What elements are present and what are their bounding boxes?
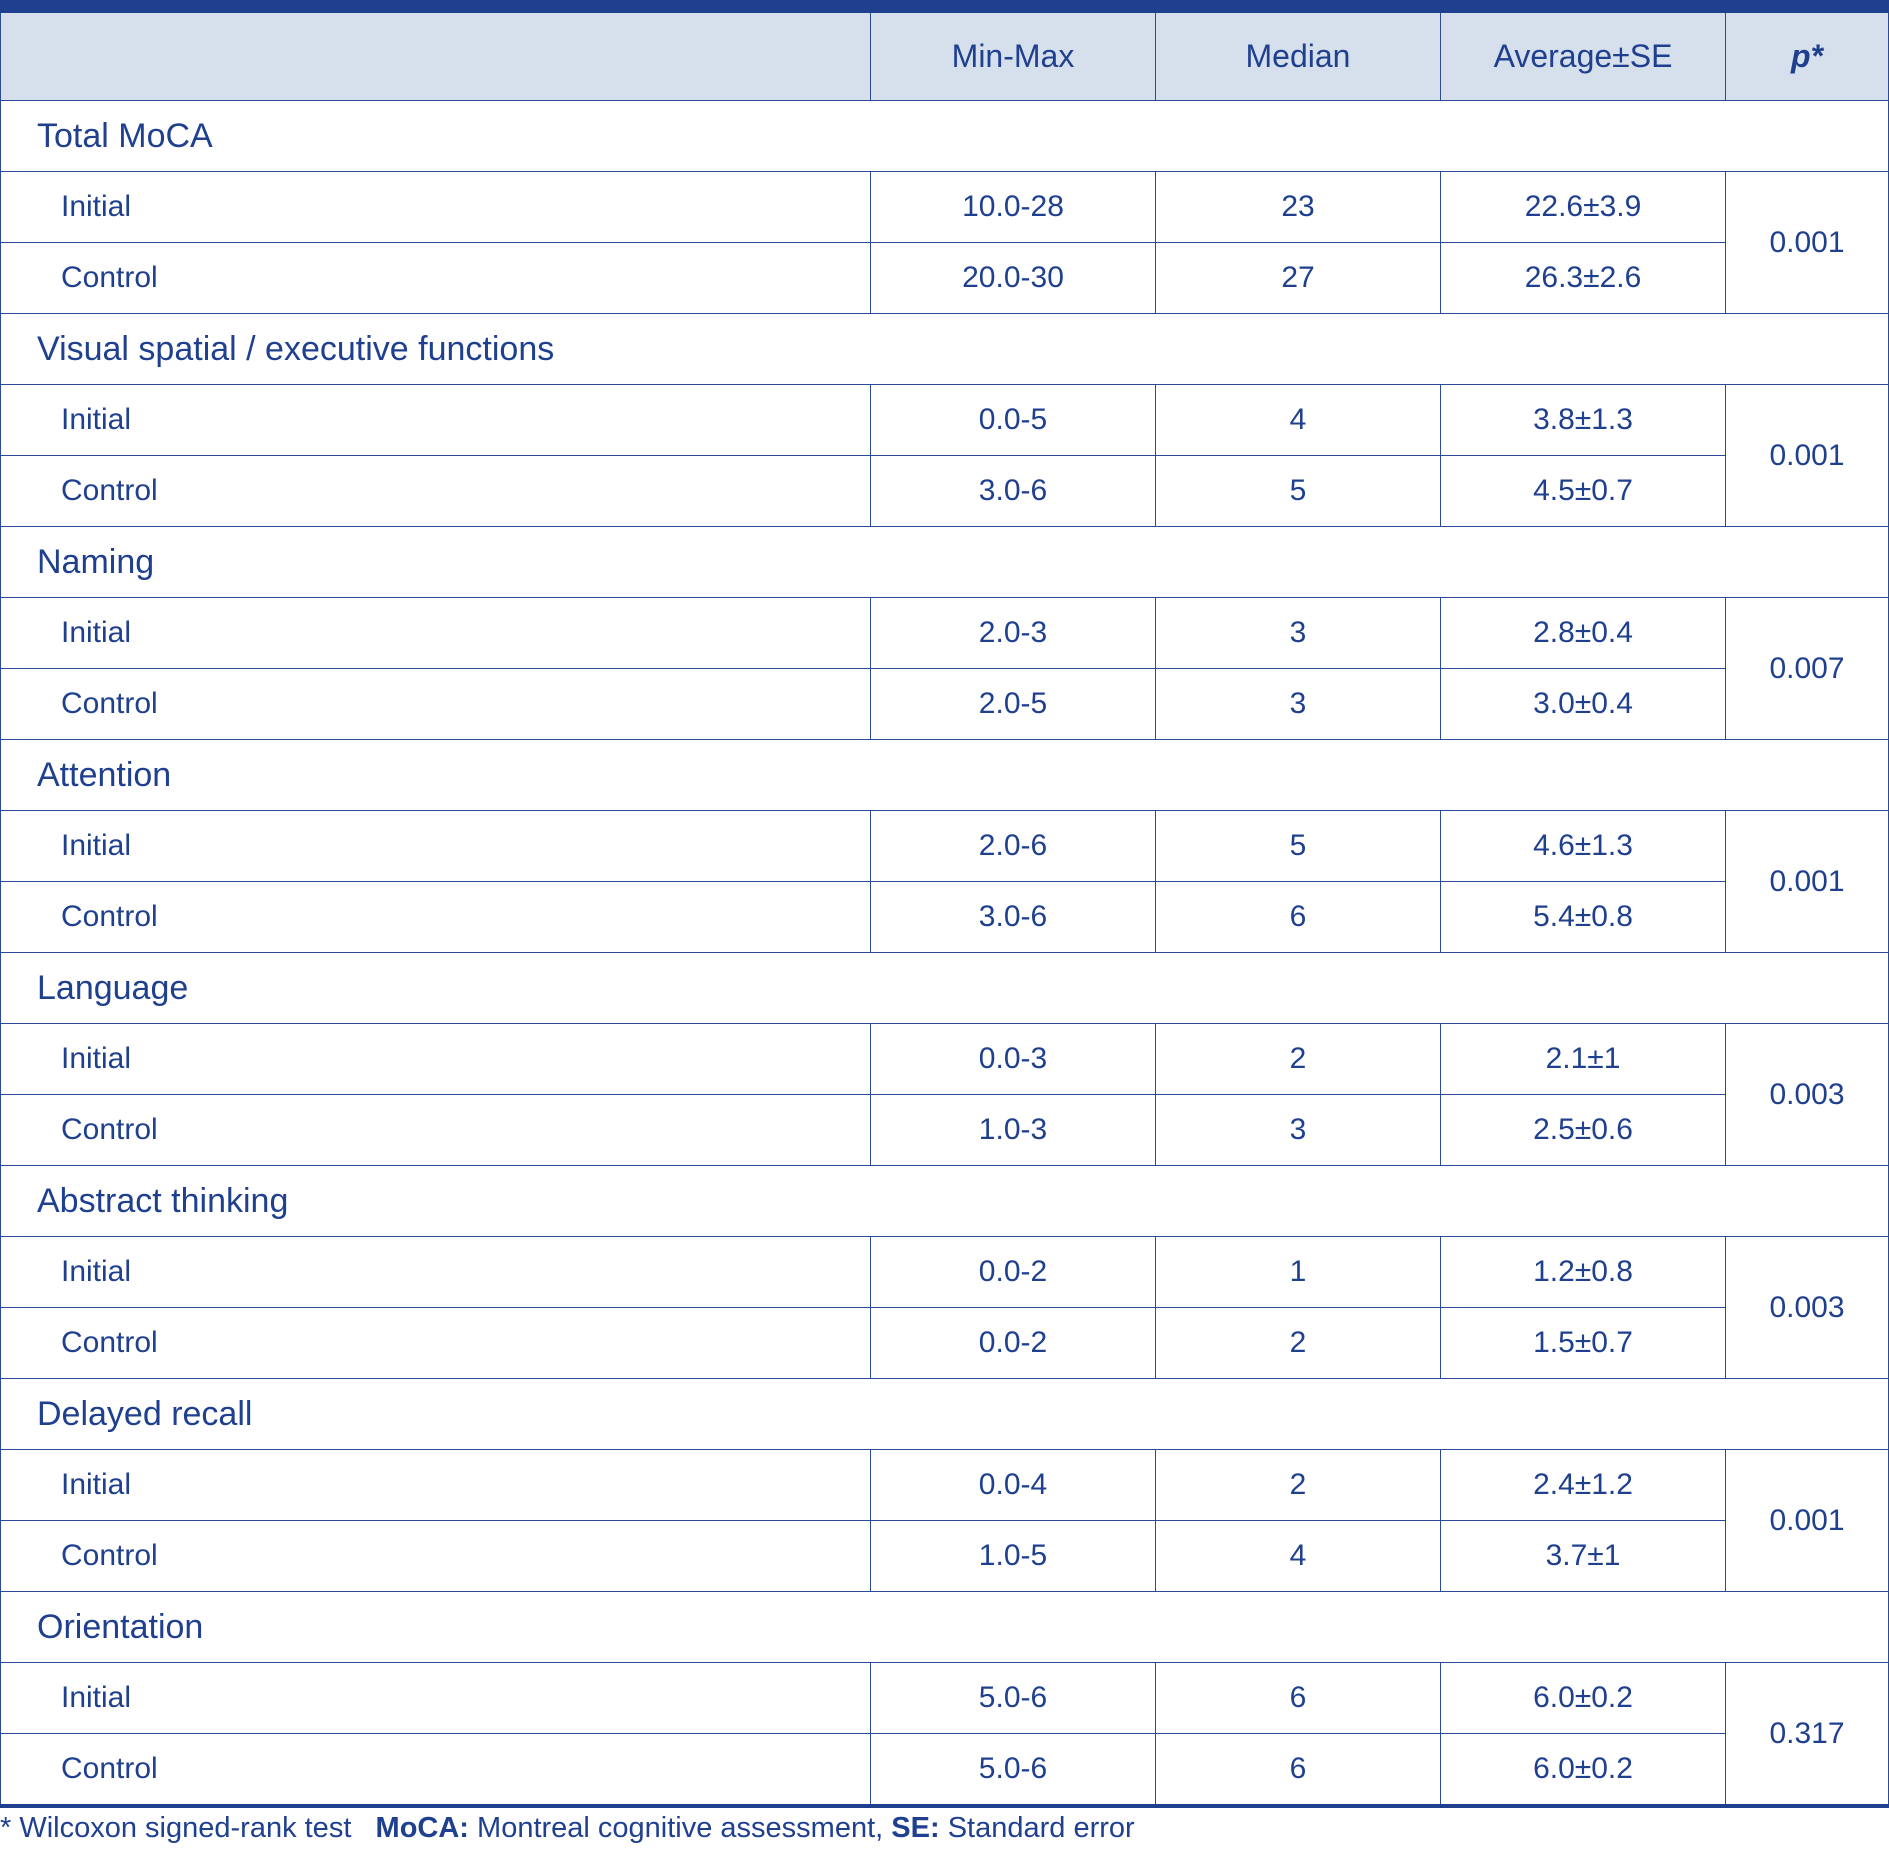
header-average: Average±SE [1441, 7, 1726, 101]
cell-minmax: 2.0-3 [871, 598, 1156, 669]
row-label: Initial [1, 598, 871, 669]
cell-minmax: 10.0-28 [871, 172, 1156, 243]
table-row [1, 1024, 1889, 1095]
cell-minmax: 2.0-6 [871, 811, 1156, 882]
section-title: Total MoCA [1, 101, 1889, 172]
cell-average: 26.3±2.6 [1441, 243, 1726, 314]
cell-minmax: 0.0-4 [871, 1450, 1156, 1521]
cell-minmax: 3.0-6 [871, 882, 1156, 953]
section-row [1, 314, 1889, 385]
table-row [1, 243, 1889, 314]
cell-median: 5 [1156, 456, 1441, 527]
table-row [1, 1663, 1889, 1734]
cell-average: 5.4±0.8 [1441, 882, 1726, 953]
footnote-test: * Wilcoxon signed-rank test [0, 1812, 352, 1844]
cell-average: 3.7±1 [1441, 1521, 1726, 1592]
cell-minmax: 3.0-6 [871, 456, 1156, 527]
cell-p-value: 0.007 [1726, 598, 1889, 740]
cell-minmax: 0.0-2 [871, 1308, 1156, 1379]
table-footnote [0, 1812, 1135, 1845]
cell-average: 4.5±0.7 [1441, 456, 1726, 527]
cell-median: 6 [1156, 1734, 1441, 1807]
table-row [1, 1521, 1889, 1592]
cell-minmax: 5.0-6 [871, 1734, 1156, 1807]
header-median: Median [1156, 7, 1441, 101]
row-label: Control [1, 1095, 871, 1166]
table-row [1, 1237, 1889, 1308]
cell-average: 2.5±0.6 [1441, 1095, 1726, 1166]
row-label: Control [1, 1308, 871, 1379]
cell-median: 6 [1156, 1663, 1441, 1734]
cell-median: 27 [1156, 243, 1441, 314]
table-row [1, 1308, 1889, 1379]
cell-median: 4 [1156, 1521, 1441, 1592]
header-minmax: Min-Max [871, 7, 1156, 101]
table-row [1, 1450, 1889, 1521]
row-label: Control [1, 1521, 871, 1592]
table-row [1, 172, 1889, 243]
section-row [1, 953, 1889, 1024]
section-title: Abstract thinking [1, 1166, 1889, 1237]
section-title: Orientation [1, 1592, 1889, 1663]
footnote-se-full: Standard error [947, 1812, 1135, 1844]
section-title: Visual spatial / executive functions [1, 314, 1889, 385]
table-body [1, 101, 1889, 1807]
table-row [1, 385, 1889, 456]
row-label: Initial [1, 1663, 871, 1734]
cell-median: 2 [1156, 1024, 1441, 1095]
cell-median: 3 [1156, 1095, 1441, 1166]
cell-median: 3 [1156, 669, 1441, 740]
table-row [1, 1734, 1889, 1807]
section-title: Naming [1, 527, 1889, 598]
cell-minmax: 0.0-2 [871, 1237, 1156, 1308]
cell-average: 3.0±0.4 [1441, 669, 1726, 740]
cell-minmax: 2.0-5 [871, 669, 1156, 740]
header-label [1, 7, 871, 101]
row-label: Control [1, 456, 871, 527]
cell-average: 2.1±1 [1441, 1024, 1726, 1095]
row-label: Initial [1, 1450, 871, 1521]
section-row [1, 740, 1889, 811]
section-row [1, 101, 1889, 172]
cell-median: 4 [1156, 385, 1441, 456]
header-row [1, 7, 1889, 101]
footnote-moca-abbr: MoCA: [375, 1812, 469, 1844]
cell-average: 4.6±1.3 [1441, 811, 1726, 882]
cell-average: 1.2±0.8 [1441, 1237, 1726, 1308]
cell-minmax: 1.0-5 [871, 1521, 1156, 1592]
cell-average: 1.5±0.7 [1441, 1308, 1726, 1379]
cell-minmax: 0.0-3 [871, 1024, 1156, 1095]
row-label: Initial [1, 811, 871, 882]
table-row [1, 811, 1889, 882]
section-title: Language [1, 953, 1889, 1024]
section-row [1, 1592, 1889, 1663]
cell-average: 6.0±0.2 [1441, 1663, 1726, 1734]
cell-p-value: 0.001 [1726, 1450, 1889, 1592]
cell-minmax: 5.0-6 [871, 1663, 1156, 1734]
cell-minmax: 0.0-5 [871, 385, 1156, 456]
cell-median: 5 [1156, 811, 1441, 882]
cell-p-value: 0.317 [1726, 1663, 1889, 1807]
row-label: Control [1, 882, 871, 953]
table-row [1, 456, 1889, 527]
header-p: p* [1726, 7, 1889, 101]
table-row [1, 882, 1889, 953]
section-title: Delayed recall [1, 1379, 1889, 1450]
section-row [1, 527, 1889, 598]
cell-average: 6.0±0.2 [1441, 1734, 1726, 1807]
footnote-moca-full: Montreal cognitive assessment, [477, 1812, 884, 1844]
row-label: Initial [1, 172, 871, 243]
row-label: Control [1, 243, 871, 314]
cell-median: 2 [1156, 1308, 1441, 1379]
row-label: Initial [1, 1237, 871, 1308]
cell-median: 23 [1156, 172, 1441, 243]
cell-p-value: 0.001 [1726, 811, 1889, 953]
cell-median: 6 [1156, 882, 1441, 953]
cell-average: 2.4±1.2 [1441, 1450, 1726, 1521]
cell-minmax: 1.0-3 [871, 1095, 1156, 1166]
row-label: Initial [1, 385, 871, 456]
table-row [1, 669, 1889, 740]
table-header [1, 7, 1889, 101]
section-title: Attention [1, 740, 1889, 811]
section-row [1, 1379, 1889, 1450]
footnote-se-abbr: SE: [891, 1812, 940, 1844]
table-row [1, 1095, 1889, 1166]
row-label: Control [1, 669, 871, 740]
cell-p-value: 0.003 [1726, 1024, 1889, 1166]
cell-average: 3.8±1.3 [1441, 385, 1726, 456]
cell-median: 2 [1156, 1450, 1441, 1521]
cell-median: 1 [1156, 1237, 1441, 1308]
cell-p-value: 0.001 [1726, 172, 1889, 314]
cell-average: 22.6±3.9 [1441, 172, 1726, 243]
cell-median: 3 [1156, 598, 1441, 669]
section-row [1, 1166, 1889, 1237]
row-label: Initial [1, 1024, 871, 1095]
row-label: Control [1, 1734, 871, 1807]
cell-average: 2.8±0.4 [1441, 598, 1726, 669]
cell-minmax: 20.0-30 [871, 243, 1156, 314]
table-row [1, 598, 1889, 669]
cell-p-value: 0.001 [1726, 385, 1889, 527]
cell-p-value: 0.003 [1726, 1237, 1889, 1379]
